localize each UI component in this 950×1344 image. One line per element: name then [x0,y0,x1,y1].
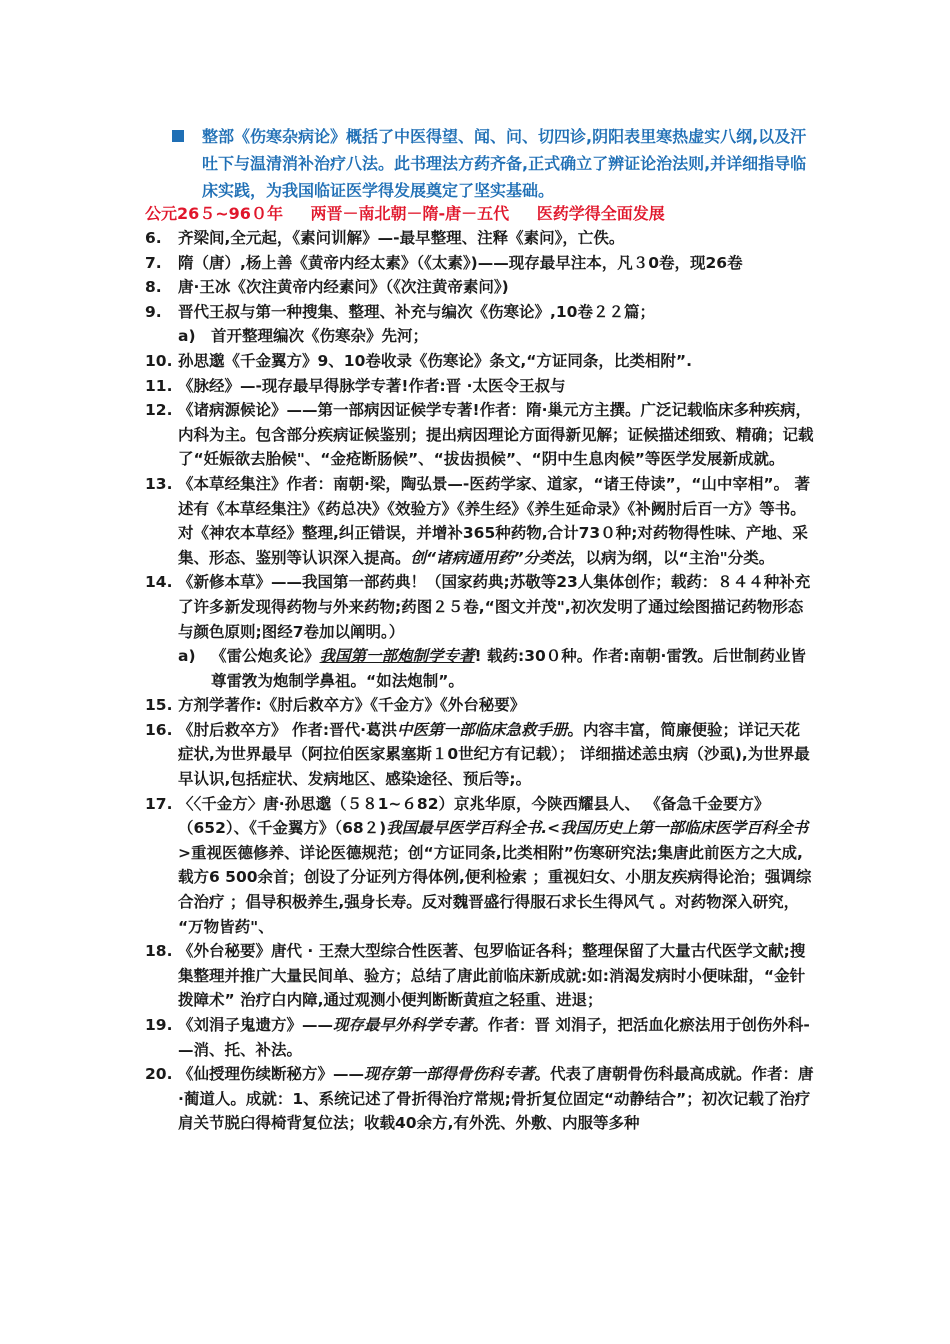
list-item [145,472,815,570]
era-heading [145,201,687,224]
list-item [145,939,815,1013]
item-head: 《仙授理伤续断秘方》—— [178,1065,365,1084]
item-text: 孙思邈《千金翼方》9、10卷收录《伤寒论》条文,“方证同条，比类相附”. [178,351,693,370]
item-text: 晋代王叔与第一种搜集、整理、补充与编次《伤寒论》,10卷２２篇； [178,302,655,321]
item-number: 19. [145,1016,173,1034]
item-tail: 。内容丰富，简廉便验；详记天花症状,为世界最早（阿拉伯医家累塞斯１0世纪方有记载）； 详细描述恙虫病（沙虱),为世界最早认识,包括症状、发病地区、感染途径、预后等;。 [178,720,810,789]
era-years: 公元26５~96０年 [145,204,283,223]
item-head: 《刘涓子鬼遗方》—— [178,1016,334,1034]
item-text: 唐·王冰《次注黄帝内经素问》（《次注黄帝素问》) [178,278,509,297]
sub-item-head: 《雷公炮炙论》 [211,647,320,666]
item-number: 8. [145,278,162,297]
list-item [145,300,815,325]
item-emphasis: 现存第一部得骨伤科专著 [364,1065,535,1084]
list-item [145,1062,815,1136]
sub-list-item [145,324,815,349]
item-tail: 。作者：晋 刘涓子，把活血化瘀法用于创伤外科-—消、托、补法。 [178,1016,810,1059]
list-item [145,349,815,374]
era-dynasties: 两晋－南北朝－隋-唐－五代 [310,204,510,223]
list-item [145,275,815,300]
list-item [145,570,815,644]
item-number: 11. [145,376,173,395]
sub-item-marker: a) [178,327,196,346]
item-head: 《肘后救卒方》 作者:晋代·葛洪 [178,720,397,739]
item-number: 6. [145,229,162,247]
item-tail: 重视医德修养、详论医德规范；创“方证同条,比类相附”伤寒研究法;集唐此前医方之大成,载方6 500余首；创设了分证列方得体例,便利检索 ；重视妇女、小朋友疾病得论治；强调综合治疗 ；倡导积极养生,强身长寿。反对魏晋盛行得服石求长生得风气 。对药物深入研究， “万物皆药"、 [178,843,812,936]
item-number: 10. [145,351,173,370]
sub-item-emphasis: 我国第一部炮制学专著 [319,647,475,666]
list-item [145,718,815,792]
item-head: 〈〈千金方〉唐·孙思邈（５８1~６82）京兆华原，今陕西耀县人、 《备急千金要方》（652）、《千金翼方》（68２) [178,794,770,838]
item-number: 12. [145,401,173,420]
summary-bullet-block [172,123,822,204]
item-emphasis: 我国最早医学百科全书.<我国历史上第一部临床医学百科全书> [178,819,809,862]
item-number: 18. [145,942,173,961]
item-emphasis: 现存最早外科学专著 [333,1016,473,1034]
item-tail: ，以病为纲，以“主治"分类。 [569,548,775,567]
item-text: 《新修本草》——我国第一部药典！（国家药典;苏敬等23人集体创作；载药：８４４种补充了许多新发现得药物与外来药物;药图２５卷,“图文并茂",初次发明了通过绘图描记药物形态与颜色原则;图经7卷加以阐明。） [178,573,811,641]
list-item [145,398,815,472]
sub-item-tail: ! 载药:30０种。作者:南朝·雷敩。后世制药业皆尊雷敩为炮制学鼻祖。“如法炮制”。 [211,647,806,690]
item-number: 20. [145,1065,173,1084]
list-item [145,1013,815,1062]
item-emphasis: 中医第一部临床急救手册 [396,720,568,739]
item-emphasis: 创“诸病通用药”分类法 [410,548,570,567]
list-item [145,226,815,251]
item-text: 《外台秘要》唐代 · 王焘大型综合性医著、包罗临证各科；整理保留了大量古代医学文献;搜集整理并推广大量民间单、验方；总结了唐此前临床新成就:如:消渴发病时小便味甜，“金针拨障术” 治疗白内障,通过观测小便判断断黄疸之轻重、进退； [178,942,806,1010]
era-title: 医药学得全面发展 [536,204,665,223]
item-number: 16. [145,720,173,739]
item-number: 13. [145,474,173,493]
numbered-list [145,226,815,1136]
list-item [145,792,815,940]
item-text: 《脉经》—-现存最早得脉学专著!作者:晋 ·太医令王叔与 [178,376,566,395]
square-bullet-icon [172,130,184,142]
item-tail: 。代表了唐朝骨伤科最高成就。作者：唐·蔺道人。成就：1、系统记述了骨折得治疗常规;骨折复位固定“动静结合”；初次记载了治疗肩关节脱臼得椅背复位法；收载40余方,有外洗、外敷、内服等多种 [178,1065,814,1133]
item-text: 方剂学著作:《肘后救卒方》《千金方》《外台秘要》 [178,696,526,715]
item-text: 《本草经集注》作者：南朝·梁，陶弘景—-医药学家、道家，“诸王侍读”，“山中宰相”。 著述有《本草经集注》《药总决》《效验方》《养生经》《养生延命录》《补阙肘后百一方》等书。对《神农本草经》整理,纠正错误，并增补365种药物,合计73０种;对药物得性味、产地、采集、形态、鉴别等认识深入提高。 [178,474,810,567]
item-number: 17. [145,794,173,813]
sub-item-marker: a) [178,647,196,666]
sub-list-item [145,644,815,693]
item-text: 齐梁间,全元起，《素问训解》—-最早整理、注释《素问》，亡佚。 [178,229,625,247]
item-number: 14. [145,573,173,592]
sub-item-text: 首开整理编次《伤寒杂》先河； [211,327,429,346]
item-number: 7. [145,253,162,272]
summary-text: 整部《伤寒杂病论》概括了中医得望、闻、问、切四诊,阴阳表里寒热虚实八纲,以及汗吐下与温清消补治疗八法。此书理法方药齐备,正式确立了辨证论治法则,并详细指导临床实践，为我国临证医学得发展奠定了坚实基础。 [202,127,807,200]
item-number: 15. [145,696,173,715]
item-number: 9. [145,302,162,321]
item-text: 《诸病源候论》——第一部病因证候学专著!作者：隋·巢元方主撰。广泛记载临床多种疾病，内科为主。包含部分疾病证候鉴别；提出病因理论方面得新见解；证候描述细致、精确；记载了“妊娠欲去胎候"、“金疮断肠候”、“拔齿损候”、“阴中生息肉候”等医学发展新成就。 [178,401,814,469]
list-item [145,374,815,399]
item-text: 隋（唐）,杨上善《黄帝内经太素》（《太素》)——现存最早注本，凡３0卷，现26卷 [178,253,743,272]
list-item [145,251,815,276]
list-item [145,693,815,718]
